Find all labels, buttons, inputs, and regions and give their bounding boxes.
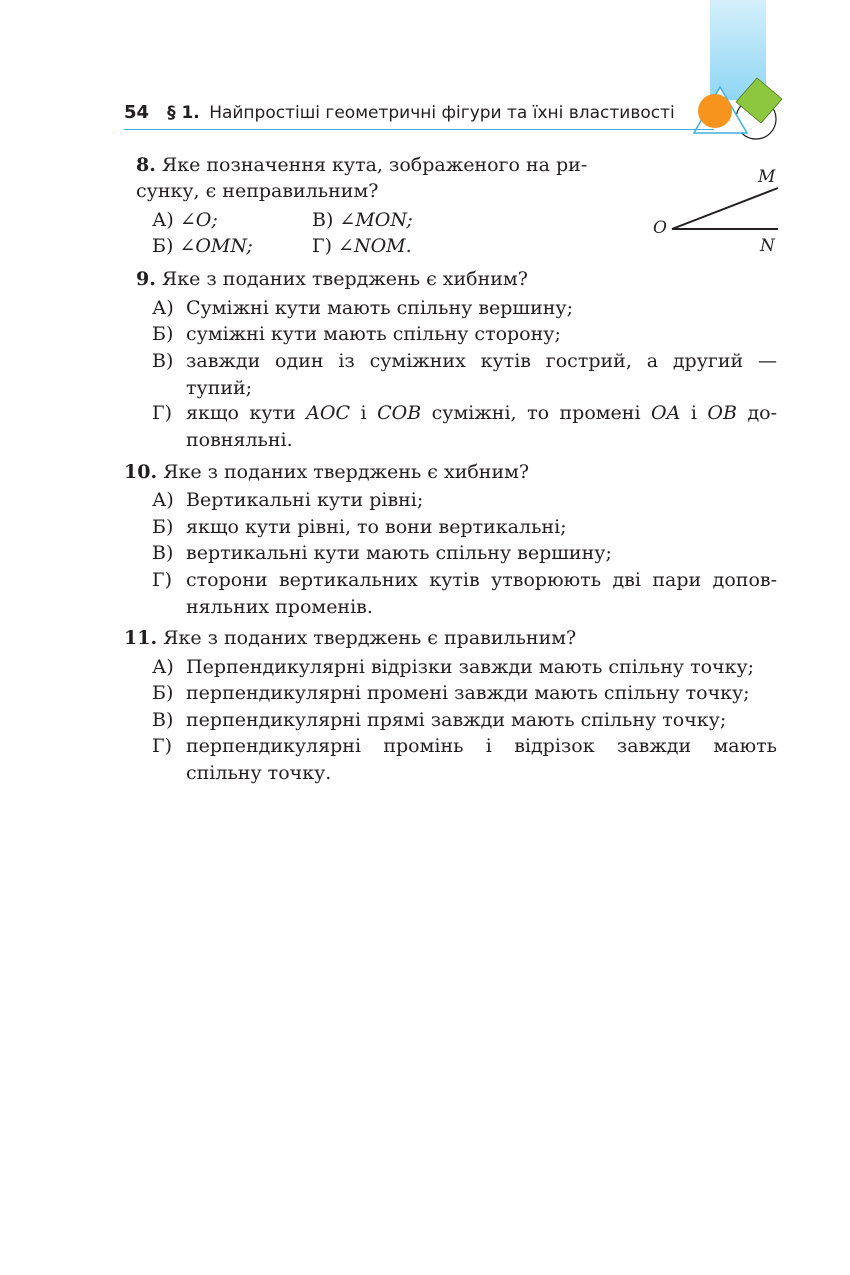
math-cob: COB [377, 402, 422, 424]
option-text: перпендикулярні прямі завжди мають спільну точку; [186, 709, 727, 731]
q11-option-v[interactable] [152, 707, 777, 734]
header-rule [124, 129, 714, 130]
option-text: ∠MON; [339, 209, 413, 231]
option-label: Г) [152, 735, 172, 757]
q10-option-a[interactable] [152, 487, 777, 514]
option-label: Б) [152, 516, 174, 538]
option-text-cont: спільну точку. [186, 761, 332, 784]
question-number: 9. [136, 268, 156, 290]
question-8 [136, 152, 636, 204]
q9-option-a[interactable] [152, 295, 777, 322]
option-text: вертикальні кути мають спільну вершину; [186, 542, 612, 564]
option-label: А) [152, 489, 174, 511]
option-label: Б) [152, 235, 174, 257]
section-title: Найпростіші геометричні фігури та їхні властивості [209, 103, 675, 123]
option-b[interactable] [152, 233, 253, 259]
angle-figure [648, 160, 788, 260]
label-m: M [758, 167, 776, 187]
q11-option-b[interactable] [152, 680, 777, 707]
question-11 [124, 625, 764, 651]
question-text-cont: сунку, є неправильним? [136, 180, 379, 202]
section-mark: § 1. [167, 103, 200, 123]
option-text: і [350, 402, 378, 424]
page-header [124, 100, 684, 130]
option-text: ∠O; [179, 209, 218, 231]
q11-option-g[interactable] [152, 733, 777, 786]
option-text: до- [736, 402, 777, 424]
q10-option-v[interactable] [152, 540, 777, 567]
option-text: ∠NOM. [338, 235, 412, 257]
option-text: якщо кути рівні, то вони вертикальні; [186, 516, 567, 538]
option-text: суміжні кути мають спільну сторону; [186, 323, 561, 345]
option-label: В) [312, 209, 334, 231]
label-n: N [760, 236, 775, 256]
option-label: А) [152, 656, 174, 678]
q11-option-a[interactable] [152, 654, 777, 681]
question-number: 10. [124, 461, 158, 483]
header-shapes-decoration [690, 75, 790, 150]
option-label: В) [152, 350, 174, 372]
option-label: А) [152, 297, 174, 319]
option-text: перпендикулярні промінь і відрізок завжди мають [186, 735, 777, 757]
option-label: Г) [312, 235, 332, 257]
option-label: Г) [152, 402, 172, 424]
option-a[interactable] [152, 207, 218, 233]
option-label: В) [152, 542, 174, 564]
question-number: 8. [136, 154, 156, 176]
option-g[interactable] [312, 233, 412, 259]
q10-option-b[interactable] [152, 514, 777, 541]
option-v[interactable] [312, 207, 413, 233]
q9-option-b[interactable] [152, 321, 777, 348]
q10-option-g[interactable] [152, 567, 777, 620]
page-number: 54 [124, 102, 150, 123]
ray-om [672, 188, 778, 229]
question-9 [136, 266, 776, 292]
question-number: 11. [124, 627, 158, 649]
option-label: А) [152, 209, 174, 231]
question-text: Яке з поданих тверджень є правильним? [163, 627, 577, 649]
option-text-cont: повняльні. [186, 428, 293, 451]
option-text-cont: тупий; [186, 376, 253, 399]
option-text: суміжні, то промені [421, 402, 652, 424]
q9-option-g[interactable] [152, 400, 777, 453]
option-label: Г) [152, 569, 172, 591]
math-aoc: AOC [306, 402, 351, 424]
option-text-cont: няльних променів. [186, 595, 373, 618]
option-text: Суміжні кути мають спільну вершину; [186, 297, 573, 319]
option-text: сторони вертикальних кутів утворюють дві пари допов- [186, 569, 777, 591]
math-oa: OA [651, 402, 681, 424]
question-text: Яке позначення кута, зображеного на ри- [161, 154, 588, 176]
question-text: Яке з поданих тверджень є хибним? [161, 268, 528, 290]
question-10 [124, 459, 764, 485]
option-text: завжди один із суміжних кутів гострий, а другий — [186, 350, 777, 372]
option-text: ∠OMN; [179, 235, 253, 257]
orange-circle-icon [698, 94, 732, 128]
label-o: O [653, 218, 667, 238]
option-label: В) [152, 709, 174, 731]
option-label: Б) [152, 682, 174, 704]
math-ob: OB [707, 402, 737, 424]
question-text: Яке з поданих тверджень є хибним? [163, 461, 530, 483]
option-text: перпендикулярні промені завжди мають спільну точку; [186, 682, 750, 704]
option-text: якщо кути [186, 402, 307, 424]
option-text: Перпендикулярні відрізки завжди мають спільну точку; [186, 656, 755, 678]
option-text: Вертикальні кути рівні; [186, 489, 424, 511]
q9-option-v[interactable] [152, 348, 777, 401]
option-label: Б) [152, 323, 174, 345]
option-text: і [680, 402, 708, 424]
